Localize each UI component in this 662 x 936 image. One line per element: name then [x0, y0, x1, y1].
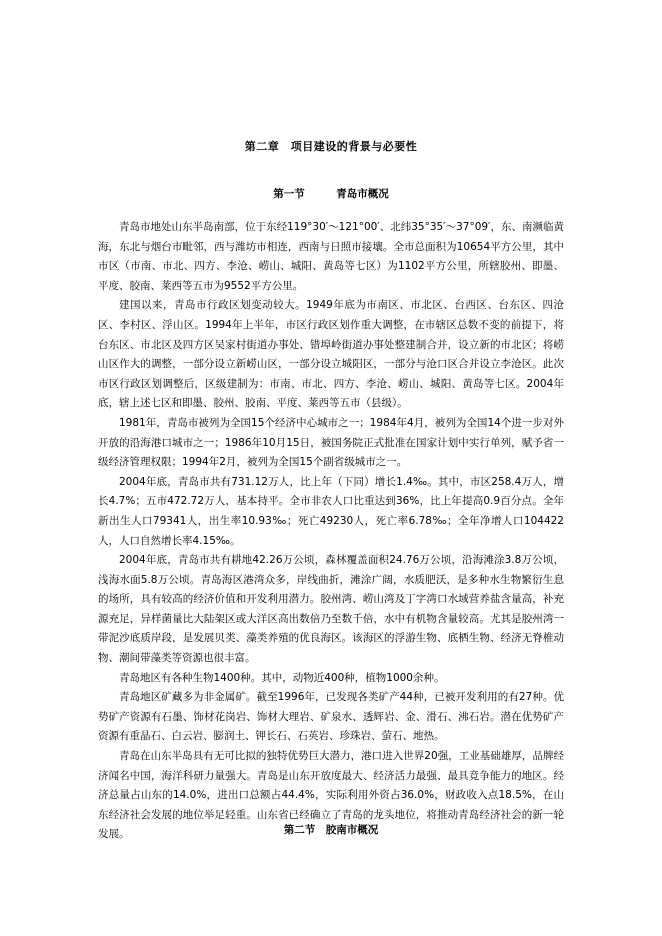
paragraph-location: 青岛市地处山东半岛南部，位于东经119°30′～121°00′、北纬35°35′～37°09′，东、南濒临黄海，东北与烟台市毗邻，西与潍坊市相连，西南与日照市接壤。全市总面积为10654平方公里，其中市区（市南、市北、四方、李沧、崂山、城阳、黄岛等七区）为1102平方公里，所辖胶州、即墨、平度、胶南、莱西等五市为9552平方公里。 [98, 221, 564, 292]
paragraph-population: 2004年底，青岛市共有731.12万人，比上年（下同）增长1.4‰。其中，市区258.4万人，增长4.7%；五市472.72万人，基本持平。全市非农人口比重达到36%，比上年提高0.9百分点。全年新出生人口79341人，出生率10.93‰；死亡49230人，死亡率6.78‰；全年净增人口104422人，人口自然增长率4.15‰。 [98, 475, 564, 547]
chapter-title: 第二章 项目建设的背景与必要性 [244, 140, 418, 153]
paragraph-economic-status: 1981年，青岛市被列为全国15个经济中心城市之一；1984年4月，被列为全国14个进一步对外开放的沿海港口城市之一；1986年10月15日，被国务院正式批准在国家计划中实行单列，赋予省一级经济管理权限；1994年2月，被列为全国15个副省级城市之一。 [98, 416, 564, 469]
section-title-qingdao: 第一节 青岛市概况 [273, 188, 389, 200]
paragraph-advantages: 青岛在山东半岛具有无可比拟的独特优势巨大潜力，港口进入世界20强，工业基础雄厚，品牌经济闻名中国，海洋科研力量强大。青岛是山东开放度最大、经济活力最强、最具竞争能力的地区。经济总量占山东的14.0%，进出口总额占44.4%，实际利用外资占36.0%，财政收入点18.5%，在山东经济社会发展的地位举足轻重。山东省已经确立了青岛的龙头地位，将推动青岛经济社会的新一轮发展。 [98, 750, 564, 841]
body-text [98, 218, 564, 845]
section-title-jiaonan: 第二节 胶南市概况 [283, 824, 379, 836]
paragraph-land-and-sea: 2004年底，青岛市共有耕地42.26万公顷，森林覆盖面积24.76万公顷，沿海滩涂3.8万公顷，浅海水面5.8万公顷。青岛海区港湾众多，岸线曲折，滩涂广阔，水质肥沃，是多种水生物繁衍生息的场所，具有较高的经济价值和开发利用潜力。胶州湾、崂山湾及丁字湾口水域营养盐含量高，补充源充足，异样菌量比大陆架区或大洋区高出数倍乃至数千倍，水中有机物含量较高。尤其是胶州湾一带泥沙底质岸段，是发展贝类、藻类养殖的优良海区。该海区的浮游生物、底栖生物、经济无脊椎动物、潮间带藻类等资源也很丰富。 [98, 554, 564, 665]
paragraph-administrative-history: 建国以来，青岛市行政区划变动较大。1949年底为市南区、市北区、台西区、台东区、四沧区、李村区、浮山区。1994年上半年，市区行政区划作重大调整，在市辖区总数不变的前提下，将台东区、市北区及四方区吴家村街道办事处、错埠岭街道办事处整建制合并，设立新的市北区；将崂山区作大的调整，一部分设立新崂山区，一部分设立城阳区，一部分与沧口区合并设立李沧区。此次市区行政区划调整后，区级建制为：市南、市北、四方、李沧、崂山、城阳、黄岛等七区。2004年底，辖上述七区和即墨、胶州、胶南、平度、莱西等五市（县级）。 [98, 299, 564, 410]
paragraph-minerals: 青岛地区矿藏多为非金属矿。截至1996年，已发现各类矿产44种，已被开发利用的有27种。优势矿产资源有石墨、饰材花岗岩、饰材大理岩、矿泉水、透辉岩、金、滑石、沸石岩。潜在优势矿产资源有重晶石、白云岩、膨润土、钾长石、石英岩、珍珠岩、萤石、地热。 [98, 691, 564, 743]
paragraph-biology: 青岛地区有各种生物1400种。其中，动物近400种，植物1000余种。 [119, 671, 445, 684]
